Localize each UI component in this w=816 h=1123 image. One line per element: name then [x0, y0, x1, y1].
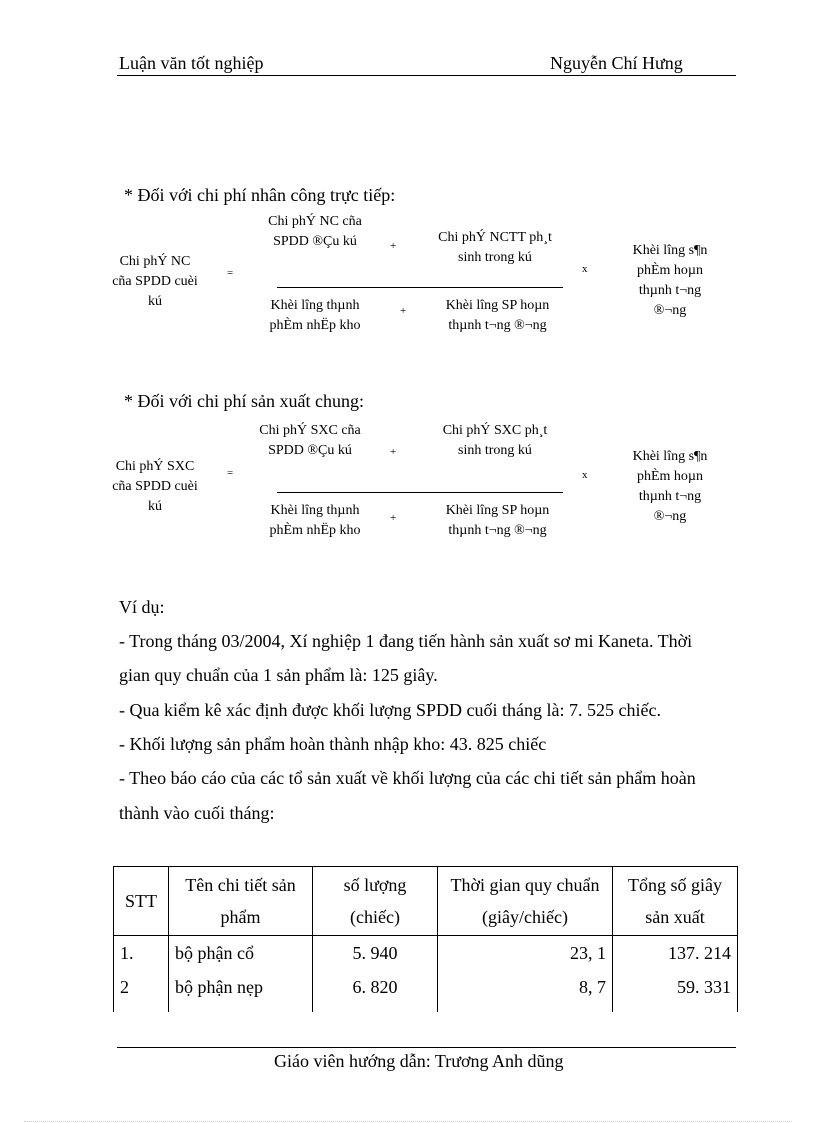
numerator-term-b: Chi phÝ SXC ph¸t sinh trong kú [442, 423, 548, 458]
times-sign: x [582, 469, 588, 481]
numerator-term-a: Chi phÝ SXC cña SPDD ®Çu kú [259, 423, 361, 458]
column-header: Thời gian quy chuẩn (giây/chiếc) [438, 867, 613, 936]
fraction-bar [277, 287, 563, 288]
example-label: Ví dụ: [119, 597, 165, 617]
formula-rhs: Khèi lîng s¶n phÈm hoµn thµnh t¬ng ®¬ng [632, 449, 708, 524]
footer-text: Giáo viên hướng dẫn: Trương Anh dũng [274, 1051, 564, 1071]
denominator-term-a: Khèi lîng thµnh phÈm nhËp kho [269, 503, 361, 538]
plus-sign: + [400, 305, 407, 317]
plus-sign: + [390, 240, 397, 252]
column-header: Tên chi tiết sản phẩm [169, 867, 313, 936]
paragraph: - Khối lượng sản phẩm hoàn thành nhập kho: 43. 825 chiếc [119, 734, 547, 754]
footer-rule [117, 1047, 736, 1048]
table-header-row [114, 867, 738, 936]
denominator-term-b: Khèi lîng SP hoµn thµnh t¬ng ®¬ng [445, 298, 550, 333]
times-sign: x [582, 263, 588, 275]
section-title: * Đối với chi phí sản xuất chung: [124, 391, 364, 411]
page-edge-divider [24, 1121, 792, 1122]
formula-lhs: Chi phÝ NC cña SPDD cuèi kú [112, 254, 198, 309]
paragraph: gian quy chuẩn của 1 sản phẩm là: 125 giây. [119, 665, 438, 685]
fraction-bar [277, 492, 563, 493]
formula-rhs: Khèi lîng s¶n phÈm hoµn thµnh t¬ng ®¬ng [632, 243, 708, 318]
plus-sign: + [390, 512, 397, 524]
header-rule [117, 75, 736, 76]
denominator-term-a: Khèi lîng thµnh phÈm nhËp kho [269, 298, 361, 333]
denominator-term-b: Khèi lîng SP hoµn thµnh t¬ng ®¬ng [445, 503, 550, 538]
column-header: số lượng (chiếc) [313, 867, 438, 936]
formula-lhs: Chi phÝ SXC cña SPDD cuèi kú [112, 459, 198, 514]
numerator-term-a: Chi phÝ NC cña SPDD ®Çu kú [268, 214, 362, 249]
paragraph: - Trong tháng 03/2004, Xí nghiệp 1 đang tiến hành sản xuất sơ mi Kaneta. Thời [119, 631, 693, 651]
production-table [113, 866, 738, 1012]
column-header: STT [114, 867, 169, 936]
header-right: Nguyễn Chí Hưng [550, 53, 683, 73]
numerator-term-b: Chi phÝ NCTT ph¸t sinh trong kú [438, 230, 552, 265]
equals-sign: = [227, 467, 234, 479]
header-left: Luận văn tốt nghiệp [119, 53, 264, 73]
plus-sign: + [390, 446, 397, 458]
paragraph: thành vào cuối tháng: [119, 803, 275, 823]
table-row: 2 bộ phận nẹp 6. 820 8, 7 59. 331 [114, 970, 738, 1004]
table-row: 1. bộ phận cổ 5. 940 23, 1 137. 214 [114, 936, 738, 971]
table-row-continuation [114, 1004, 738, 1012]
section-title: * Đối với chi phí nhân công trực tiếp: [124, 185, 396, 205]
paragraph: - Theo báo cáo của các tổ sản xuất về khối lượng của các chi tiết sản phẩm hoàn [119, 768, 696, 788]
column-header: Tổng số giây sản xuất [613, 867, 738, 936]
equals-sign: = [227, 267, 234, 279]
paragraph: - Qua kiểm kê xác định được khối lượng SPDD cuối tháng là: 7. 525 chiếc. [119, 700, 661, 720]
